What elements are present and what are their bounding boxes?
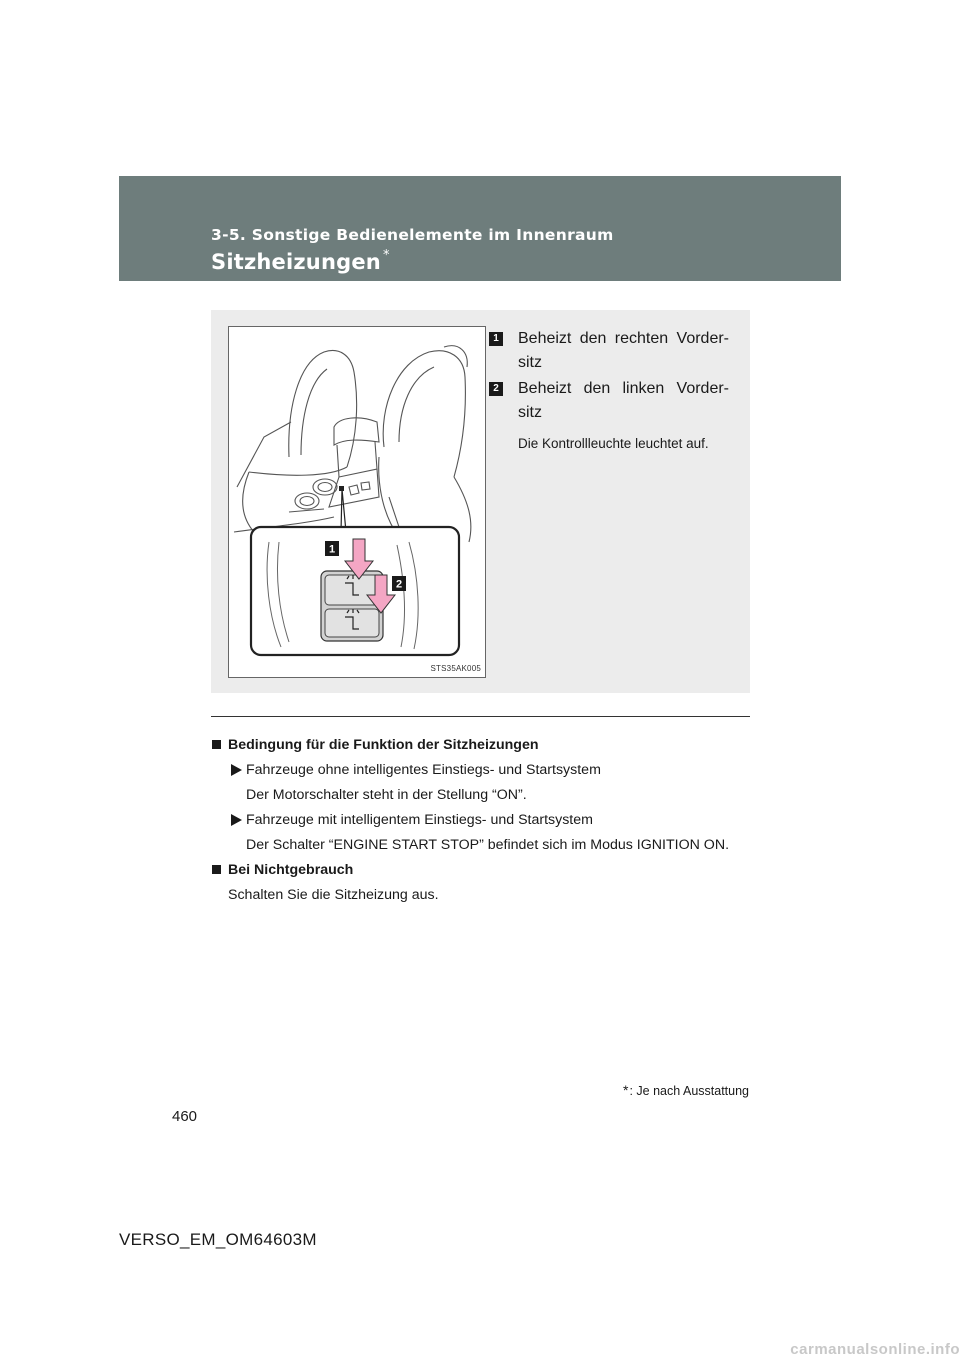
legend-text-1: Beheizt den rechten Vorder-sitz (518, 330, 729, 371)
figure-code: STS35AK005 (430, 664, 481, 673)
footnote (623, 1082, 749, 1098)
legend-number-1: 1 (489, 332, 503, 346)
title-footnote-mark: * (382, 248, 390, 263)
legend-item-2 (489, 377, 729, 425)
condition-item-1-detail: Der Motorschalter steht in der Stellung “ON”. (246, 787, 527, 803)
legend-item-1 (489, 327, 729, 375)
seat-heater-illustration (228, 326, 486, 678)
notes-section (211, 736, 750, 911)
condition-item-1-label: Fahrzeuge ohne intelligentes Einstiegs- und Startsystem (246, 762, 601, 778)
legend-text-2: Beheizt den linken Vorder-sitz (518, 380, 729, 421)
figure-legend (489, 327, 729, 452)
square-bullet-icon (212, 865, 221, 874)
callout-1: 1 (328, 543, 336, 556)
page-title-text: Sitzheizungen (211, 250, 381, 274)
seat-heater-drawing (229, 327, 485, 677)
condition-item-2-label: Fahrzeuge mit intelligentem Einstiegs- und Startsystem (246, 812, 593, 828)
watermark: carmanualsonline.info (790, 1341, 960, 1358)
section-divider (211, 716, 750, 717)
legend-note: Die Kontrollleuchte leuchtet auf. (518, 436, 709, 451)
condition-heading-text: Bedingung für die Funktion der Sitzheizungen (228, 737, 539, 753)
condition-item-2-detail: Der Schalter “ENGINE START STOP” befindet sich im Modus IGNITION ON. (246, 837, 730, 853)
page-number: 460 (172, 1108, 198, 1125)
unused-heading (211, 861, 750, 879)
callout-2: 2 (395, 578, 403, 591)
legend-number-2: 2 (489, 382, 503, 396)
condition-item-1 (211, 761, 750, 779)
asterisk-icon: * (623, 1082, 629, 1098)
square-bullet-icon (212, 740, 221, 749)
section-header (119, 176, 841, 281)
condition-item-2 (211, 811, 750, 829)
condition-heading (211, 736, 750, 754)
page-title (211, 250, 390, 274)
unused-heading-text: Bei Nichtgebrauch (228, 862, 354, 878)
section-label: 3-5. Sonstige Bedienelemente im Innenraum (211, 226, 614, 244)
unused-text: Schalten Sie die Sitzheizung aus. (228, 887, 439, 903)
triangle-bullet-icon (231, 814, 242, 826)
footnote-text: : Je nach Ausstattung (629, 1084, 749, 1098)
triangle-bullet-icon (231, 764, 242, 776)
document-code: VERSO_EM_OM64603M (119, 1230, 317, 1249)
